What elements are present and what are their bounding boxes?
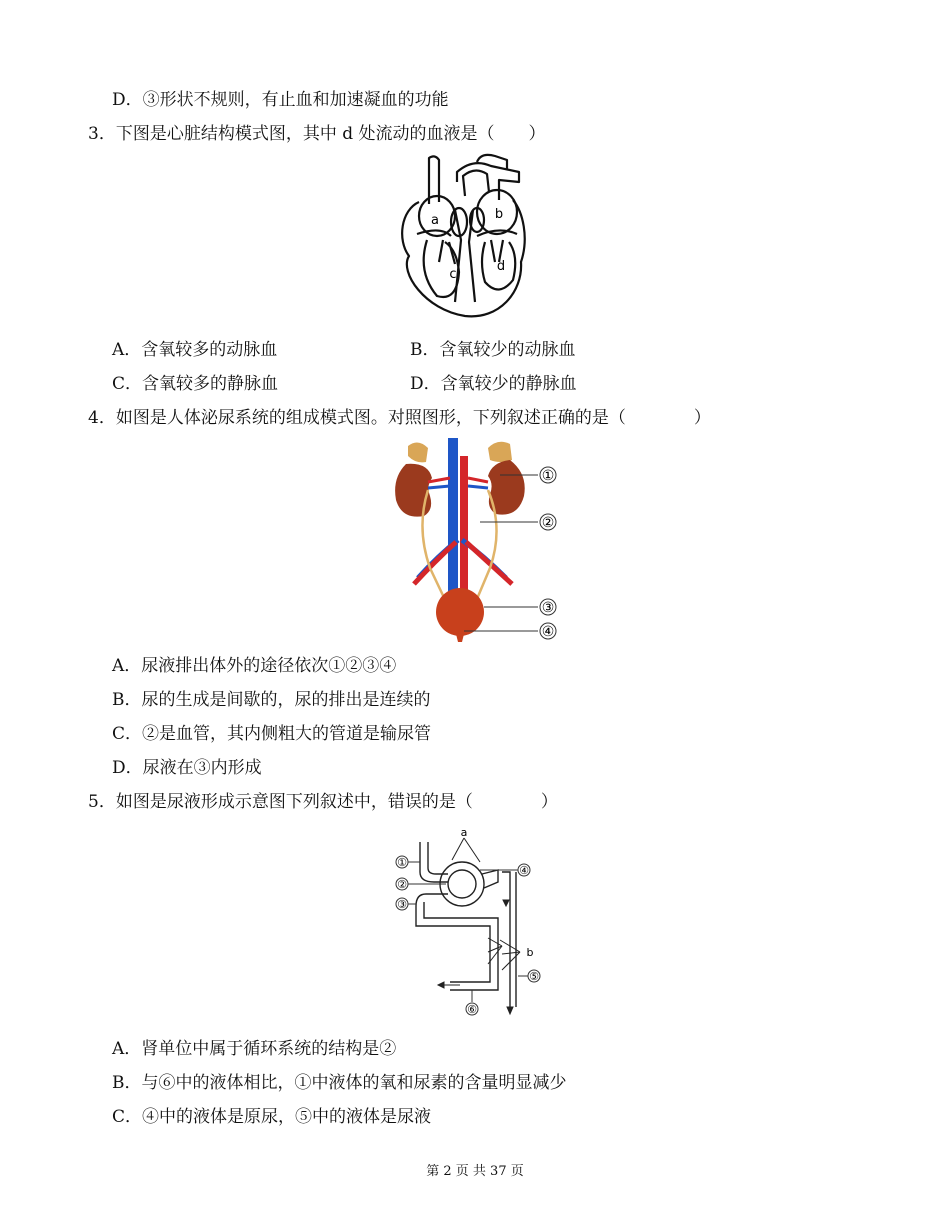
urinary-label-2: ② — [541, 515, 555, 531]
nephron-label-6: ⑥ — [467, 1003, 477, 1016]
urinary-label-4: ④ — [541, 624, 555, 640]
q4-option-a: A．尿液排出体外的途径依次①②③④ — [112, 656, 397, 676]
urinary-label-1: ① — [541, 468, 555, 484]
q3-option-c: C．含氧较多的静脉血 — [112, 374, 279, 394]
q3-option-d: D．含氧较少的静脉血 — [410, 374, 577, 394]
q3-stem: 3．下图是心脏结构模式图，其中 d 处流动的血液是（ ） — [88, 124, 546, 144]
q5-option-a: A．肾单位中属于循环系统的结构是② — [112, 1039, 397, 1059]
q5-stem: 5．如图是尿液形成示意图下列叙述中，错误的是（ ） — [88, 792, 558, 812]
heart-diagram — [395, 152, 531, 320]
urinary-system-diagram — [388, 438, 568, 643]
nephron-label-b: b — [526, 946, 534, 959]
q4-option-d: D．尿液在③内形成 — [112, 758, 262, 778]
heart-label-b: b — [494, 207, 504, 222]
q4-option-c: C．②是血管，其内侧粗大的管道是输尿管 — [112, 724, 432, 744]
heart-label-d: d — [496, 259, 506, 274]
urinary-label-3: ③ — [541, 600, 555, 616]
nephron-label-5: ⑤ — [529, 970, 539, 983]
q2-option-d: D．③形状不规则，有止血和加速凝血的功能 — [112, 90, 449, 110]
nephron-label-2: ② — [397, 878, 407, 891]
q4-stem: 4．如图是人体泌尿系统的组成模式图。对照图形，下列叙述正确的是（ ） — [88, 408, 711, 428]
nephron-diagram — [390, 822, 560, 1020]
nephron-label-a: a — [460, 826, 468, 839]
nephron-label-3: ③ — [397, 898, 407, 911]
heart-label-a: a — [431, 213, 439, 228]
nephron-label-1: ① — [397, 856, 407, 869]
nephron-label-4: ④ — [519, 864, 529, 877]
q5-option-c: C．④中的液体是原尿，⑤中的液体是尿液 — [112, 1107, 432, 1127]
heart-label-c: c — [449, 267, 457, 282]
q4-option-b: B．尿的生成是间歇的，尿的排出是连续的 — [112, 690, 431, 710]
q5-option-b: B．与⑥中的液体相比，①中液体的氧和尿素的含量明显减少 — [112, 1073, 567, 1093]
q3-option-a: A．含氧较多的动脉血 — [112, 340, 278, 360]
q3-option-b: B．含氧较少的动脉血 — [410, 340, 576, 360]
page-footer: 第 2 页 共 37 页 — [426, 1164, 524, 1179]
